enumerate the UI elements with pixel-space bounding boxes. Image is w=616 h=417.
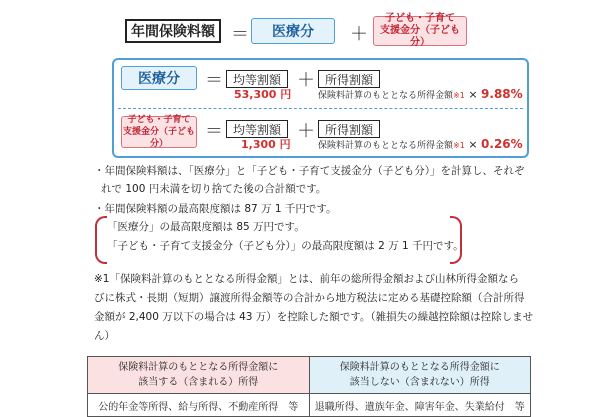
- medical-per-capita-value: 53,300 円: [234, 88, 292, 101]
- included-income-cell: 公的年金等所得、給与所得、不動産所得 等: [88, 394, 310, 417]
- table-row: [88, 394, 531, 417]
- income-table: [87, 356, 531, 417]
- child-support-line2: 支援金分（子ども分）: [380, 25, 460, 48]
- medical-income-formula: [318, 86, 523, 105]
- note-line4: ん）: [94, 330, 115, 342]
- note-line3: 金額が 2,400 万以下の場合は 43 万）を控除した額です。（雑損失の繰越控除額は控除しませ: [94, 311, 534, 323]
- medical-equals: ＝: [205, 70, 223, 91]
- child-per-capita-value: 1,300 円: [241, 138, 291, 151]
- medical-per-capita-term: 均等割額: [226, 70, 288, 88]
- child-income-formula: [318, 136, 523, 155]
- child-plus: ＋: [297, 121, 315, 142]
- child-income-term: 所得割額: [318, 120, 380, 138]
- child-per-capita-term: 均等割額: [226, 120, 288, 138]
- equals-sign: ＝: [231, 24, 249, 45]
- child-row-label-line2: 支援金分（子ども分）: [122, 127, 195, 149]
- header-excluded-line1: 保険料計算のもととなる所得金額に: [339, 362, 500, 373]
- medical-rate: 9.88%: [481, 87, 523, 101]
- child-row-label: [121, 116, 197, 148]
- plus-sign: ＋: [350, 24, 368, 45]
- medical-row-label: 医療分: [121, 66, 197, 90]
- bullet-2: ・年間保険料額の最高限度額は 87 万 1 千円です。: [94, 203, 337, 215]
- medical-times: ×: [468, 88, 478, 101]
- child-row-label-line1: 子ども・子育て: [127, 115, 191, 125]
- limit-medical: 「医療分」の最高限度額は 85 万円です。: [107, 221, 305, 233]
- right-bracket: [450, 216, 462, 264]
- bullet-1-line2: れで 100 円未満を切り捨てた後の合計額です。: [101, 183, 327, 195]
- medical-income-term: 所得割額: [318, 70, 380, 88]
- table-header-included: [88, 357, 310, 394]
- table-header-row: [88, 357, 531, 394]
- header-excluded-line2: 該当しない（含まれない）所得: [349, 377, 490, 388]
- header-included-line1: 保険料計算のもととなる所得金額に: [118, 362, 279, 373]
- limit-child: 「子ども・子育て支援金分（子ども分）」の最高限度額は 2 万 1 千円です。: [107, 240, 464, 252]
- child-times: ×: [468, 138, 478, 151]
- header-included-line2: 該当する（含まれる）所得: [138, 377, 259, 388]
- child-support-line1: 子ども・子育て: [385, 13, 455, 24]
- child-equals: ＝: [205, 121, 223, 142]
- medical-portion-label: 医療分: [251, 18, 335, 44]
- annual-premium-label: 年間保険料額: [125, 19, 221, 43]
- child-support-label: [373, 13, 467, 48]
- medical-plus: ＋: [297, 70, 315, 91]
- left-bracket: [95, 216, 107, 264]
- table-header-excluded: [309, 357, 531, 394]
- child-note-mark: ※1: [453, 141, 465, 150]
- medical-note-mark: ※1: [453, 91, 465, 100]
- bullet-1-line1: ・年間保険料額は、「医療分」と「子ども・子育て支援金分（子ども分）」を計算し、それぞ: [94, 165, 525, 177]
- child-rate: 0.26%: [481, 137, 523, 151]
- excluded-income-cell: 退職所得、遺族年金、障害年金、失業給付 等: [309, 394, 531, 417]
- note-line1: ※1「保険料計算のもととなる所得金額」とは、前年の総所得金額および山林所得金額なら: [94, 273, 519, 285]
- child-income-note: 保険料計算のもととなる所得金額: [318, 141, 454, 151]
- panel-divider: [118, 108, 523, 109]
- medical-income-note: 保険料計算のもととなる所得金額: [318, 91, 454, 101]
- note-line2: びに株式・長期（短期）譲渡所得金額等の合計から地方税法に定める基礎控除額（合計所得: [94, 292, 525, 304]
